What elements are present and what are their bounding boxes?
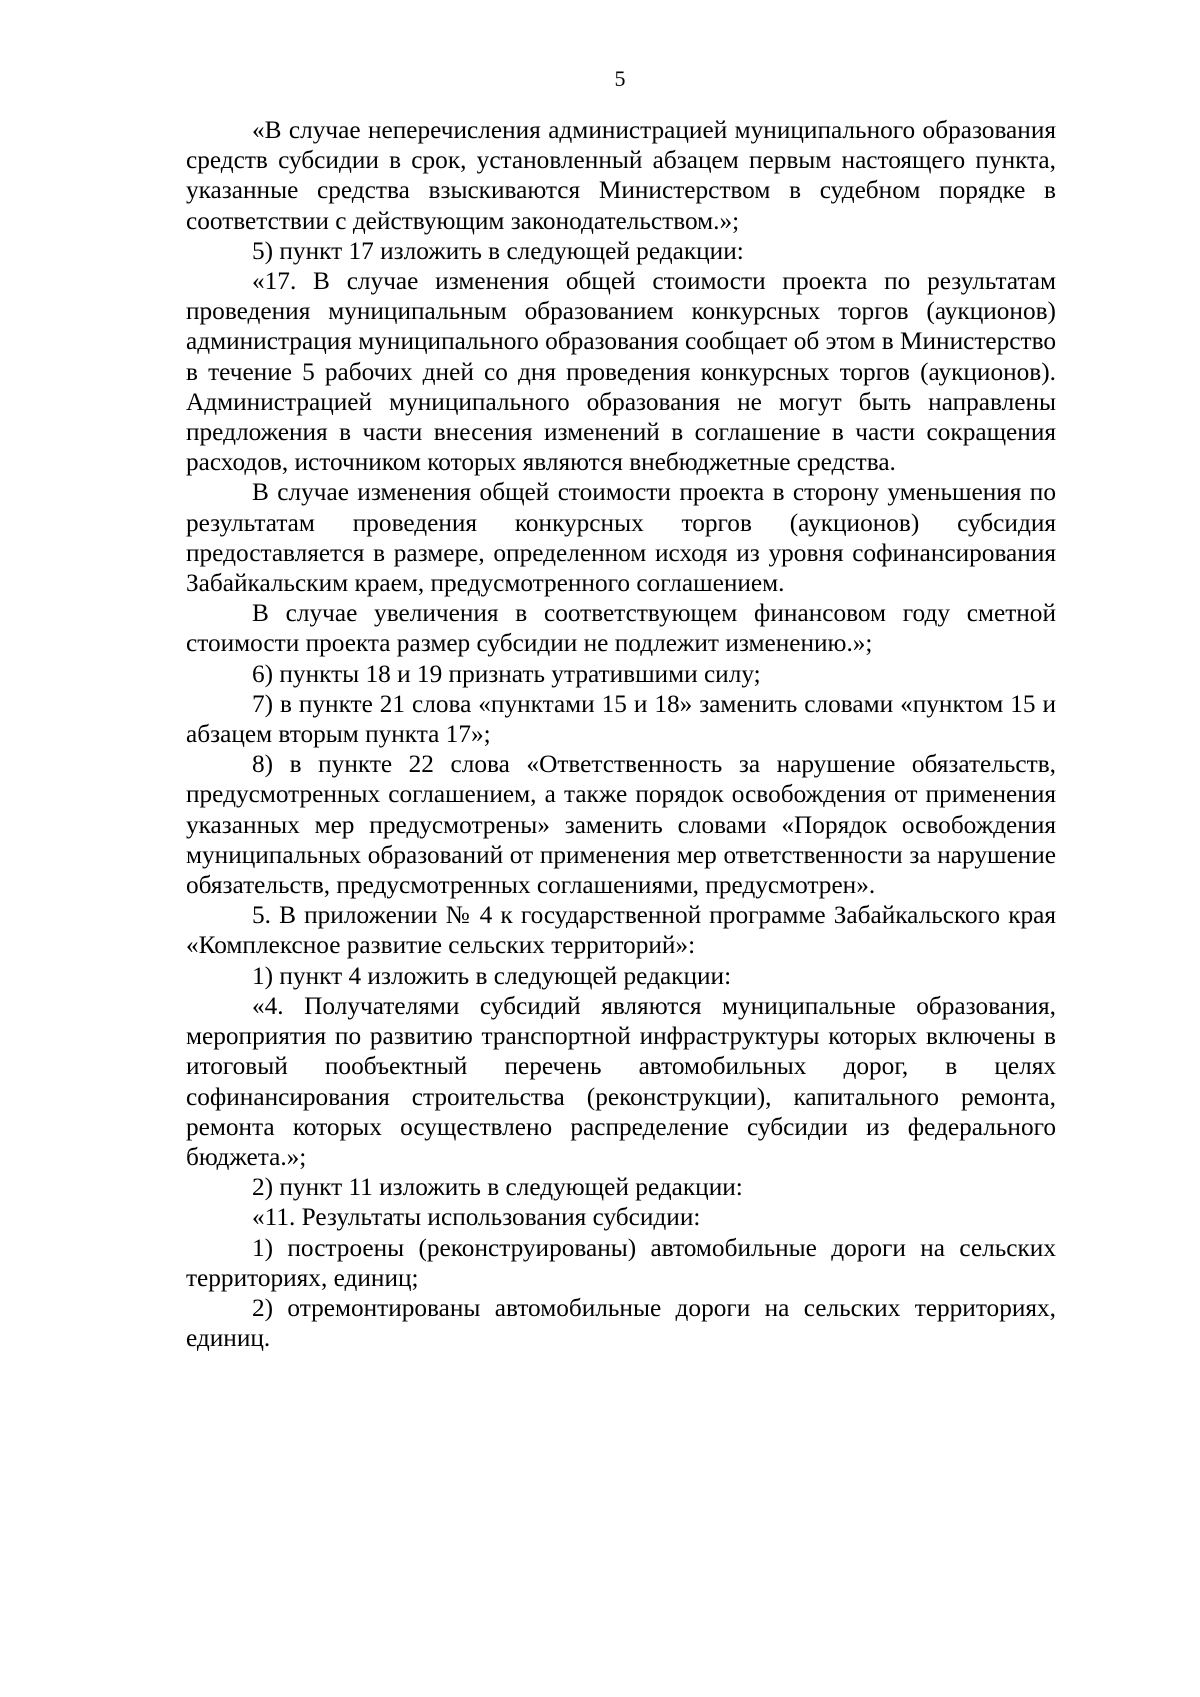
page-number: 5: [614, 66, 626, 91]
paragraph-item-7: 7) в пункте 21 слова «пунктами 15 и 18» заменить словами «пунктом 15 и абзацем вторым пункта 17»;: [186, 689, 1056, 749]
paragraph-section-5: 5. В приложении № 4 к государственной программе Забайкальского края «Комплексное развитие сельских территорий»:: [186, 901, 1056, 960]
paragraph-item-6: 6) пункты 18 и 19 признать утратившими силу;: [252, 659, 761, 688]
paragraph-result-1: 1) построены (реконструированы) автомобильные дороги на сельских территориях, единиц;: [186, 1233, 1056, 1292]
paragraph-section-5-item-2: 2) пункт 11 изложить в следующей редакции:: [252, 1173, 743, 1202]
paragraph-result-2: 2) отремонтированы автомобильные дороги на сельских территориях, единиц.: [186, 1293, 1056, 1353]
document-body: [186, 115, 1056, 1353]
paragraph-cost-decrease: В случае изменения общей стоимости проекта в сторону уменьшения по результатам проведения конкурсных торгов (аукционов) субсидия предоставляется в размере, определенном исходя из уровня софинансирования Забайкальским краем, предусмотренного соглашением.: [186, 478, 1056, 598]
paragraph-non-transfer-clause: «В случае неперечисления администрацией муниципального образования средств субсидии в срок, установленный абзацем первым настоящего пункта, указанные средства взыскиваются Министерством в судебном порядке в соответствии с действующим законодательством.»;: [186, 116, 1056, 235]
paragraph-item-5: 5) пункт 17 изложить в следующей редакции:: [252, 236, 744, 265]
paragraph-item-8: 8) в пункте 22 слова «Ответственность за нарушение обязательств, предусмотренных соглашением, а также порядок освобождения от применения указанных мер предусмотрены» заменить словами «Порядок освобождения муниципальных образований от применения мер ответственности за нарушение обязательств, предусмотренных соглашениями, предусмотрен».: [186, 750, 1056, 900]
paragraph-clause-17: «17. В случае изменения общей стоимости проекта по результатам проведения муниципальным образованием конкурсных торгов (аукционов) администрация муниципального образования сообщает об этом в Министерство в течение 5 рабочих дней со дня проведения конкурсных торгов (аукционов). Администрацией муниципального образования не могут быть направлены предложения в части внесения изменений в соглашение в части сокращения расходов, источником которых являются внебюджетные средства.: [186, 267, 1056, 477]
paragraph-cost-increase: В случае увеличения в соответствующем финансовом году сметной стоимости проекта размер субсидии не подлежит изменению.»;: [186, 599, 1056, 658]
paragraph-clause-11: «11. Результаты использования субсидии:: [252, 1203, 701, 1232]
paragraph-section-5-item-1: 1) пункт 4 изложить в следующей редакции:: [252, 961, 732, 990]
paragraph-clause-4: «4. Получателями субсидий являются муниципальные образования, мероприятия по развитию транспортной инфраструктуры которых включены в итоговый пообъектный перечень автомобильных дорог, в целях софинансирования строительства (реконструкции), капитального ремонта, ремонта которых осуществлено распределение субсидии из федерального бюджета.»;: [186, 991, 1056, 1171]
